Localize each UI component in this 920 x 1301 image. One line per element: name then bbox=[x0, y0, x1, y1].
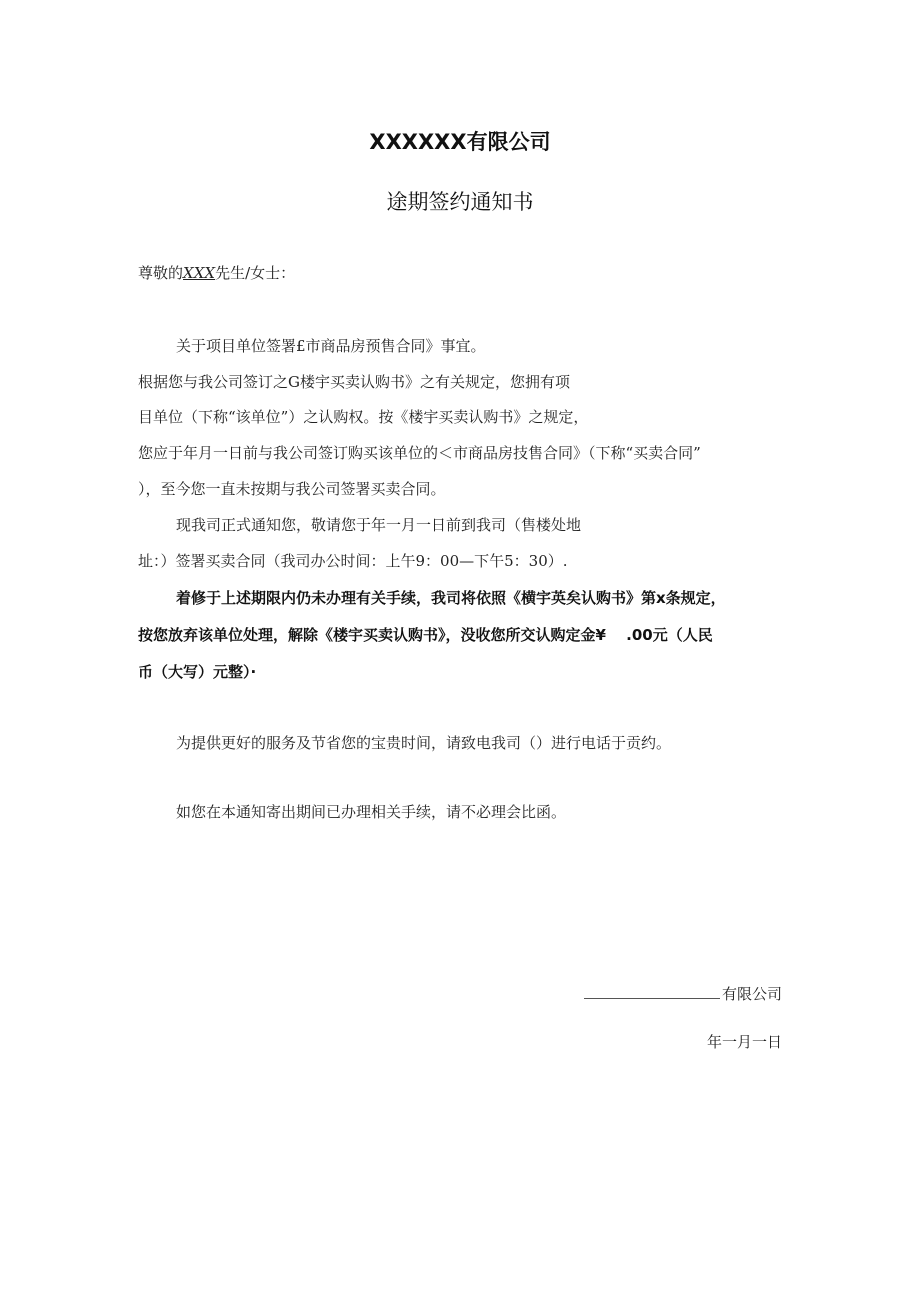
paragraph-2-line-1: 根据您与我公司签订之G楼宇买卖认购书》之有关规定，您拥有项 bbox=[138, 373, 570, 391]
paragraph-1: 关于项目单位签署£市商品房预售合同》事宜。 bbox=[176, 337, 486, 355]
paragraph-4-line-2: 按您放弃该单位处理，解除《楼宇买卖认购书》，没收您所交认购定金¥ .00元（人民 bbox=[138, 626, 713, 644]
signature-company bbox=[584, 984, 782, 1004]
recipient-name: XXX bbox=[183, 264, 216, 282]
paragraph-3-line-1: 现我司正式通知您，敬请您于年一月一日前到我司（售楼处地 bbox=[176, 516, 582, 534]
paragraph-4-line-1: 着修于上述期限内仍未办理有关手续，我司将依照《横宇英矣认购书》第x条规定， bbox=[176, 589, 726, 607]
document-title: 途期签约通知书 bbox=[386, 190, 534, 214]
signature-company-suffix: 有限公司 bbox=[721, 985, 782, 1003]
paragraph-4-line-3: 币（大写）元整）· bbox=[138, 663, 257, 681]
company-name-blank bbox=[584, 984, 720, 999]
paragraph-3-line-2: 址：）签署买卖合同（我司办公时间：上午9：00—下午5：30）. bbox=[138, 552, 568, 570]
paragraph-6: 如您在本通知寄出期间已办理相关手续，请不必理会比函。 bbox=[176, 803, 567, 821]
salutation-prefix: 尊敬的 bbox=[138, 264, 184, 282]
paragraph-2-line-3: 您应于年月一日前与我公司签订购买该单位的＜市商品房技售合同》（下称“买卖合同” bbox=[138, 444, 701, 462]
signature-date: 年一月一日 bbox=[706, 1033, 782, 1051]
salutation bbox=[138, 263, 295, 283]
company-title: XXXXXX有限公司 bbox=[369, 130, 551, 154]
paragraph-2-line-2: 目单位（下称“该单位”）之认购权。按《楼宇买卖认购书》之规定， bbox=[138, 408, 589, 426]
paragraph-5: 为提供更好的服务及节省您的宝贵时间，请致电我司（）进行电话于贡约。 bbox=[176, 734, 672, 752]
salutation-suffix: 先生/女士： bbox=[215, 264, 296, 282]
paragraph-2-line-4: ），至今您一直未按期与我公司签署买卖合同。 bbox=[138, 480, 446, 498]
